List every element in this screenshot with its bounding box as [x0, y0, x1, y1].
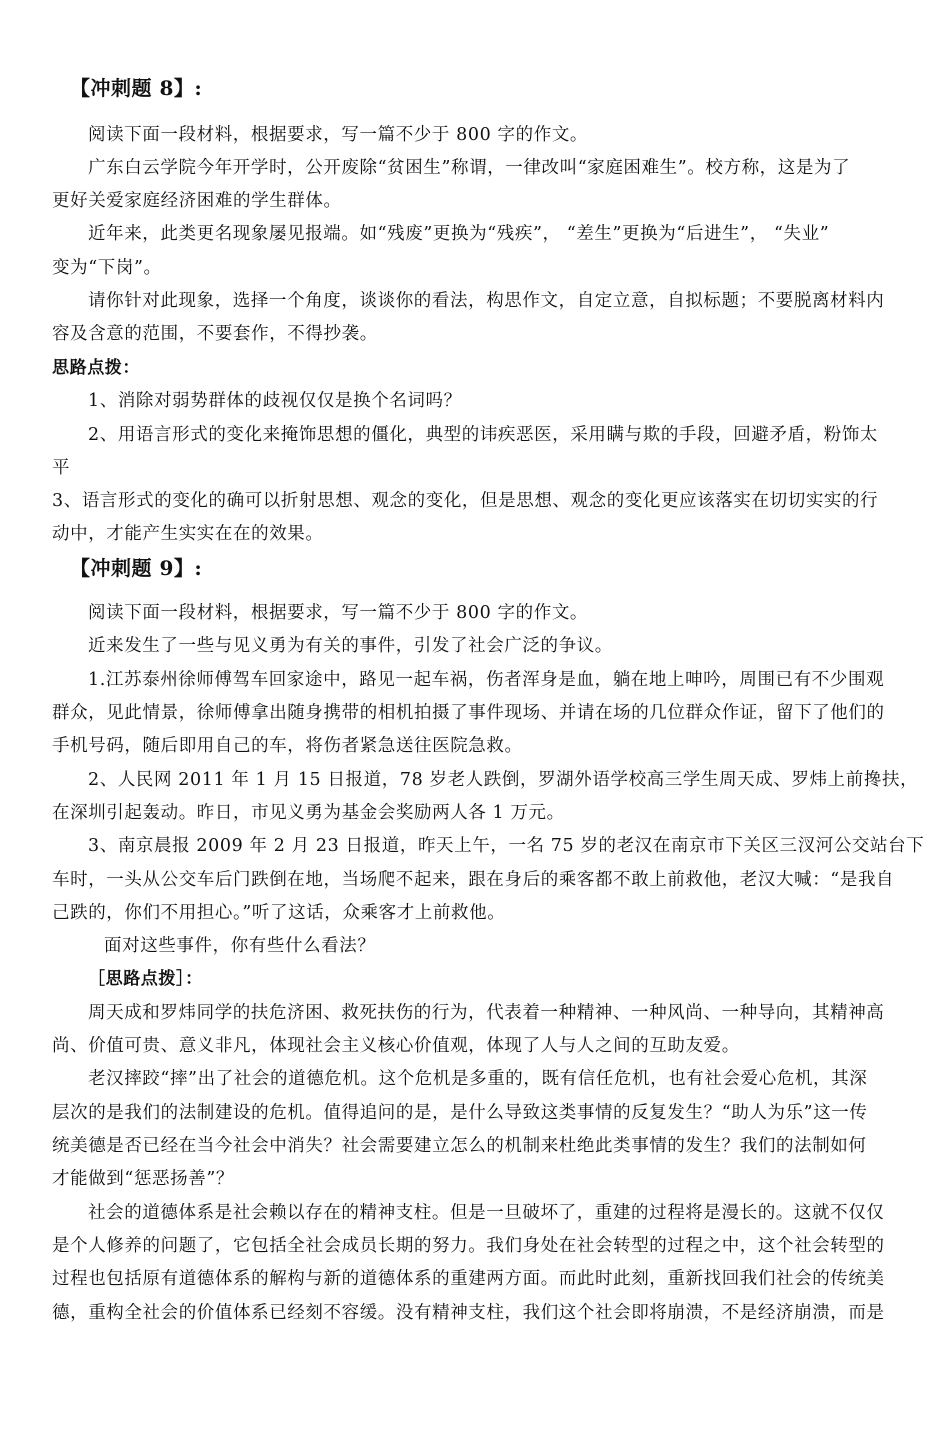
section-9-hint-label: ［思路点拨］：	[88, 969, 203, 989]
section-9-p2-line1: 老汉摔跤“摔”出了社会的道德危机。这个危机是多重的，既有信任危机，也有社会爱心危机，其深	[88, 1069, 868, 1089]
section-8-hint-label: 思路点拨：	[52, 358, 140, 378]
section-9-p3-line2: 是个人修养的问题了，它包括全社会成员长期的努力。我们身处在社会转型的过程之中，这个社会转型的	[52, 1236, 885, 1256]
section-9-p3-line3: 过程也包括原有道德体系的解构与新的道德体系的重建两方面。而此时此刻，重新找回我们社会的传统美	[52, 1269, 885, 1289]
section-9-p1-line2: 尚、价值可贵、意义非凡，体现社会主义核心价值观，体现了人与人之间的互助友爱。	[52, 1036, 740, 1056]
section-9-p2-line2: 层次的是我们的法制建设的危机。值得追问的是，是什么导致这类事情的反复发生？“助人为乐”这一传	[52, 1103, 868, 1123]
section-9-p2-line3: 统美德是否已经在当今社会中消失？社会需要建立怎么的机制来杜绝此类事情的发生？我们的法制如何	[52, 1136, 867, 1156]
section-8-hint-2-line2: 平	[52, 458, 71, 478]
section-9-intro: 近来发生了一些与见义勇为有关的事件，引发了社会广泛的争议。	[88, 636, 613, 656]
section-9-instruction: 阅读下面一段材料，根据要求，写一篇不少于 800 字的作文。	[88, 603, 589, 623]
section-8-instruction: 阅读下面一段材料，根据要求，写一篇不少于 800 字的作文。	[88, 125, 589, 145]
section-8-para2-line2: 变为“下岗”。	[52, 258, 162, 278]
section-9-p3-line4: 德，重构全社会的价值体系已经刻不容缓。没有精神支柱，我们这个社会即将崩溃，不是经济崩溃，而是	[52, 1303, 885, 1323]
section-8-title: 【冲刺题 8】:	[70, 76, 203, 100]
section-8-hint-2-line1: 2、用语言形式的变化来掩饰思想的僵化，典型的讳疾恶医，采用瞒与欺的手段，回避矛盾，粉饰太	[88, 425, 879, 445]
section-9-p2-line4: 才能做到“惩恶扬善”？	[52, 1169, 234, 1189]
section-9-case3-line1: 3、南京晨报 2009 年 2 月 23 日报道，昨天上午，一名 75 岁的老汉在南京市下关区三汊河公交站台下	[88, 836, 925, 856]
section-8-para1-line2: 更好关爱家庭经济困难的学生群体。	[52, 191, 342, 211]
section-9-question: 面对这些事件，你有些什么看法？	[104, 936, 376, 956]
section-9-p3-line1: 社会的道德体系是社会赖以存在的精神支柱。但是一旦破坏了，重建的过程将是漫长的。这就不仅仅	[88, 1203, 885, 1223]
section-9-case3-line2: 车时，一头从公交车后门跌倒在地，当场爬不起来，跟在身后的乘客都不敢上前救他，老汉大喊：“是我自	[52, 870, 895, 890]
section-8-hint-3-line1: 3、语言形式的变化的确可以折射思想、观念的变化，但是思想、观念的变化更应该落实在切切实实的行	[52, 491, 879, 511]
section-9-p1-line1: 周天成和罗炜同学的扶危济困、救死扶伤的行为，代表着一种精神、一种风尚、一种导向，其精神高	[88, 1003, 885, 1023]
section-8-para3-line2: 容及含意的范围，不要套作，不得抄袭。	[52, 324, 378, 344]
section-8-para1-line1: 广东白云学院今年开学时，公开废除“贫困生”称谓，一律改叫“家庭困难生”。校方称，这是为了	[88, 158, 851, 178]
section-9-case2-line1: 2、人民网 2011 年 1 月 15 日报道，78 岁老人跌倒，罗湖外语学校高三学生周天成、罗炜上前搀扶，	[88, 770, 919, 790]
section-8-hint-3-line2: 动中，才能产生实实在在的效果。	[52, 524, 324, 544]
section-8-para2-line1: 近年来，此类更名现象屡见报端。如“残废”更换为“残疾”， “差生”更换为“后进生”， “失业”	[88, 224, 830, 244]
section-9-case3-line3: 己跌的，你们不用担心。”听了这话，众乘客才上前救他。	[52, 903, 506, 923]
section-8-para3-line1: 请你针对此现象，选择一个角度，谈谈你的看法，构思作文，自定立意，自拟标题；不要脱离材料内	[88, 291, 885, 311]
section-9-case1-line3: 手机号码，随后即用自己的车，将伤者紧急送往医院急救。	[52, 736, 523, 756]
section-9-case1-line1: 1.江苏泰州徐师傅驾车回家途中，路见一起车祸，伤者浑身是血，躺在地上呻吟，周围已有不少围观	[88, 670, 885, 690]
section-8-hint-1: 1、消除对弱势群体的歧视仅仅是换个名词吗？	[88, 391, 462, 411]
section-9-case2-line2: 在深圳引起轰动。昨日，市见义勇为基金会奖励两人各 1 万元。	[52, 803, 565, 823]
section-9-case1-line2: 群众，见此情景，徐师傅拿出随身携带的相机拍摄了事件现场、并请在场的几位群众作证，留下了他们的	[52, 703, 885, 723]
section-9-title: 【冲刺题 9】:	[70, 556, 203, 580]
